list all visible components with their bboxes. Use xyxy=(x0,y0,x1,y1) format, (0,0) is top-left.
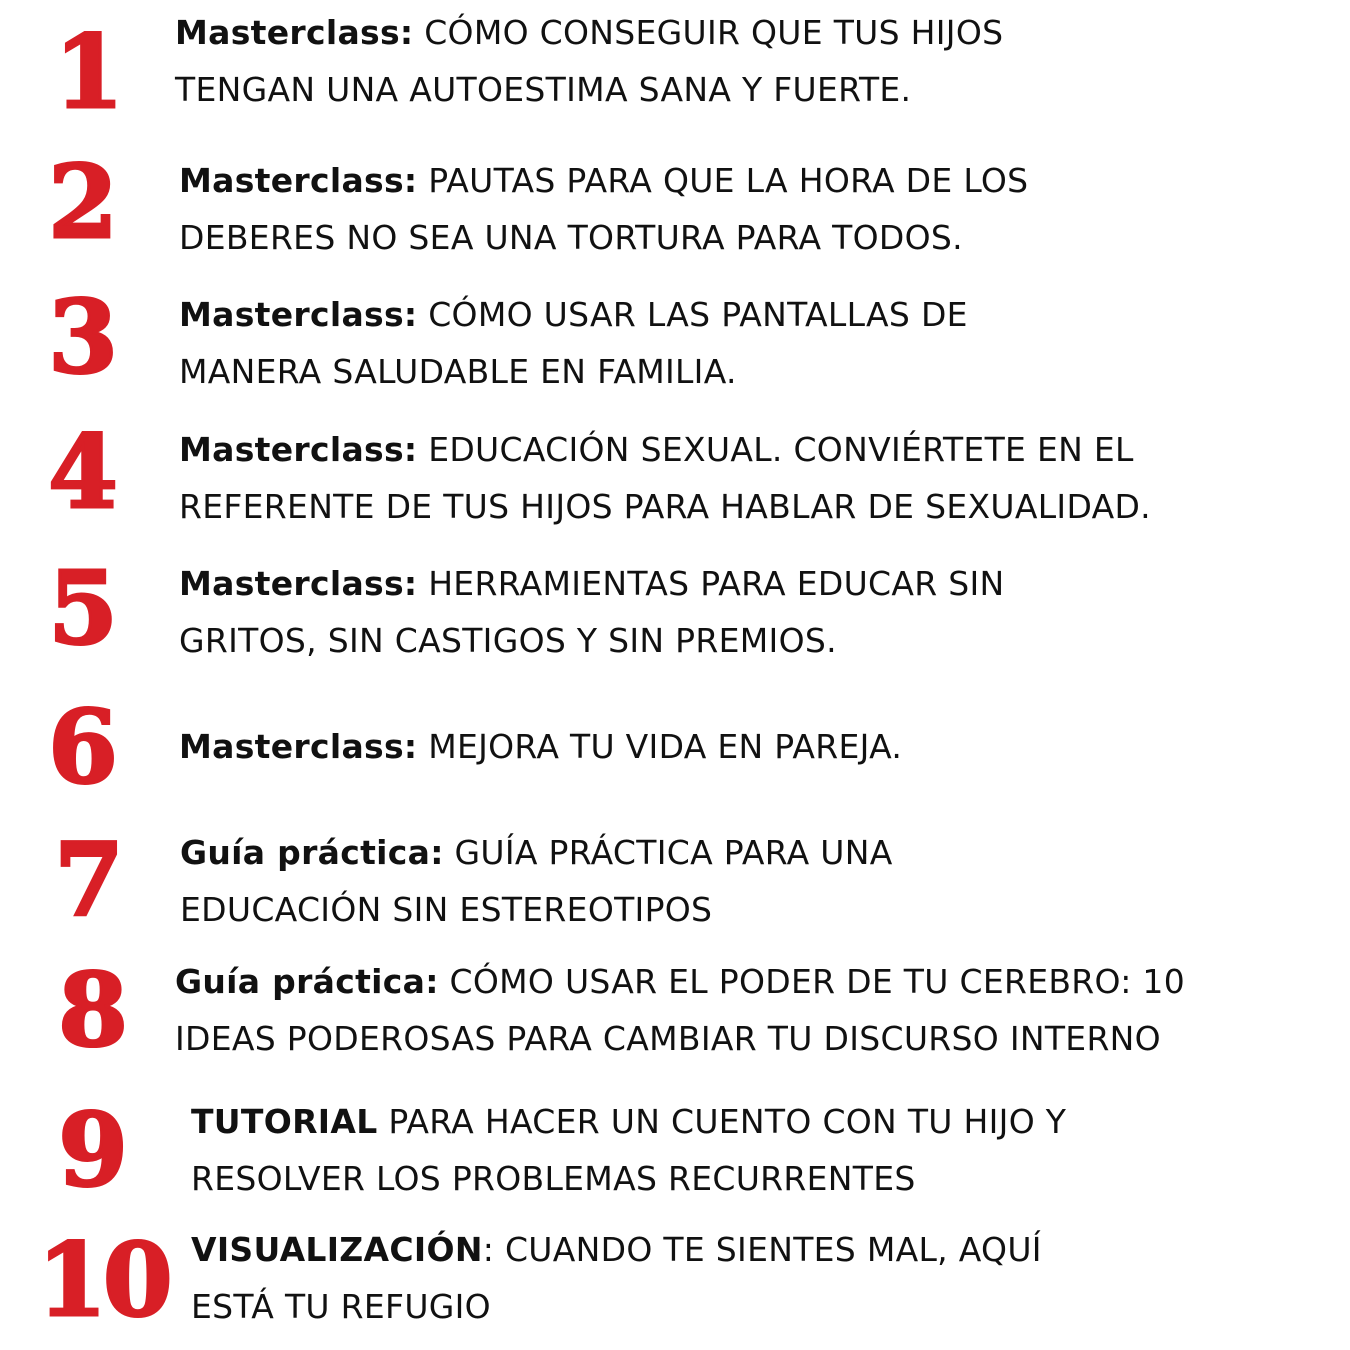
item-title-start: CÓMO USAR LAS PANTALLAS DE xyxy=(417,295,968,334)
item-label: Masterclass: xyxy=(179,161,418,200)
item-title-start: CÓMO USAR EL PODER DE TU CEREBRO: 10 xyxy=(438,962,1186,1001)
item-text xyxy=(179,555,1005,669)
item-title-start: EDUCACIÓN SEXUAL. CONVIÉRTETE EN EL xyxy=(417,430,1134,469)
item-line-2: GRITOS, SIN CASTIGOS Y SIN PREMIOS. xyxy=(179,621,837,660)
item-number: 1 xyxy=(54,13,120,131)
item-number: 10 xyxy=(37,1221,169,1339)
item-line-1 xyxy=(191,1221,1042,1278)
item-line-1 xyxy=(179,286,968,343)
item-text xyxy=(180,824,893,938)
item-number: 6 xyxy=(48,688,114,806)
item-text xyxy=(175,4,1003,118)
item-label: TUTORIAL xyxy=(191,1102,378,1141)
item-line-2: EDUCACIÓN SIN ESTEREOTIPOS xyxy=(180,890,713,929)
item-line-2: REFERENTE DE TUS HIJOS PARA HABLAR DE SEXUALIDAD. xyxy=(179,487,1151,526)
item-number: 5 xyxy=(48,549,114,667)
item-title-start: : CUANDO TE SIENTES MAL, AQUÍ xyxy=(482,1230,1042,1269)
item-line-1 xyxy=(175,4,1003,61)
item-label: Masterclass: xyxy=(179,564,418,603)
item-label: Masterclass: xyxy=(179,295,418,334)
item-number: 3 xyxy=(48,278,114,396)
item-line-1 xyxy=(180,824,893,881)
item-text xyxy=(179,421,1151,535)
item-text xyxy=(191,1221,1042,1335)
item-title-start: MEJORA TU VIDA EN PAREJA. xyxy=(417,727,903,766)
item-line-2: RESOLVER LOS PROBLEMAS RECURRENTES xyxy=(191,1159,916,1198)
item-text xyxy=(175,953,1185,1067)
item-number: 8 xyxy=(58,951,124,1069)
item-title-start: PAUTAS PARA QUE LA HORA DE LOS xyxy=(417,161,1029,200)
item-line-2: MANERA SALUDABLE EN FAMILIA. xyxy=(179,352,737,391)
item-number: 7 xyxy=(54,821,120,939)
item-label: VISUALIZACIÓN xyxy=(191,1230,483,1269)
item-label: Masterclass: xyxy=(179,727,418,766)
item-text xyxy=(179,286,968,400)
item-number: 4 xyxy=(48,413,114,531)
item-text xyxy=(191,1093,1066,1207)
item-line-2: TENGAN UNA AUTOESTIMA SANA Y FUERTE. xyxy=(175,70,912,109)
item-line-1 xyxy=(179,718,902,775)
item-title-start: GUÍA PRÁCTICA PARA UNA xyxy=(443,833,893,872)
item-label: Guía práctica: xyxy=(180,833,444,872)
item-text xyxy=(179,152,1028,266)
item-line-2: ESTÁ TU REFUGIO xyxy=(191,1287,491,1326)
item-title-start: HERRAMIENTAS PARA EDUCAR SIN xyxy=(417,564,1005,603)
item-line-2: IDEAS PODEROSAS PARA CAMBIAR TU DISCURSO INTERNO xyxy=(175,1019,1161,1058)
item-line-1 xyxy=(175,953,1185,1010)
item-label: Masterclass: xyxy=(175,13,414,52)
item-number: 9 xyxy=(58,1091,124,1209)
item-line-2: DEBERES NO SEA UNA TORTURA PARA TODOS. xyxy=(179,218,963,257)
item-label: Guía práctica: xyxy=(175,962,439,1001)
item-line-1 xyxy=(179,555,1005,612)
item-title-start: CÓMO CONSEGUIR QUE TUS HIJOS xyxy=(413,13,1004,52)
item-label: Masterclass: xyxy=(179,430,418,469)
item-line-1 xyxy=(179,152,1028,209)
item-line-1 xyxy=(179,421,1151,478)
item-text xyxy=(179,718,902,775)
item-line-1 xyxy=(191,1093,1066,1150)
item-title-start: PARA HACER UN CUENTO CON TU HIJO Y xyxy=(377,1102,1067,1141)
item-number: 2 xyxy=(48,143,114,261)
